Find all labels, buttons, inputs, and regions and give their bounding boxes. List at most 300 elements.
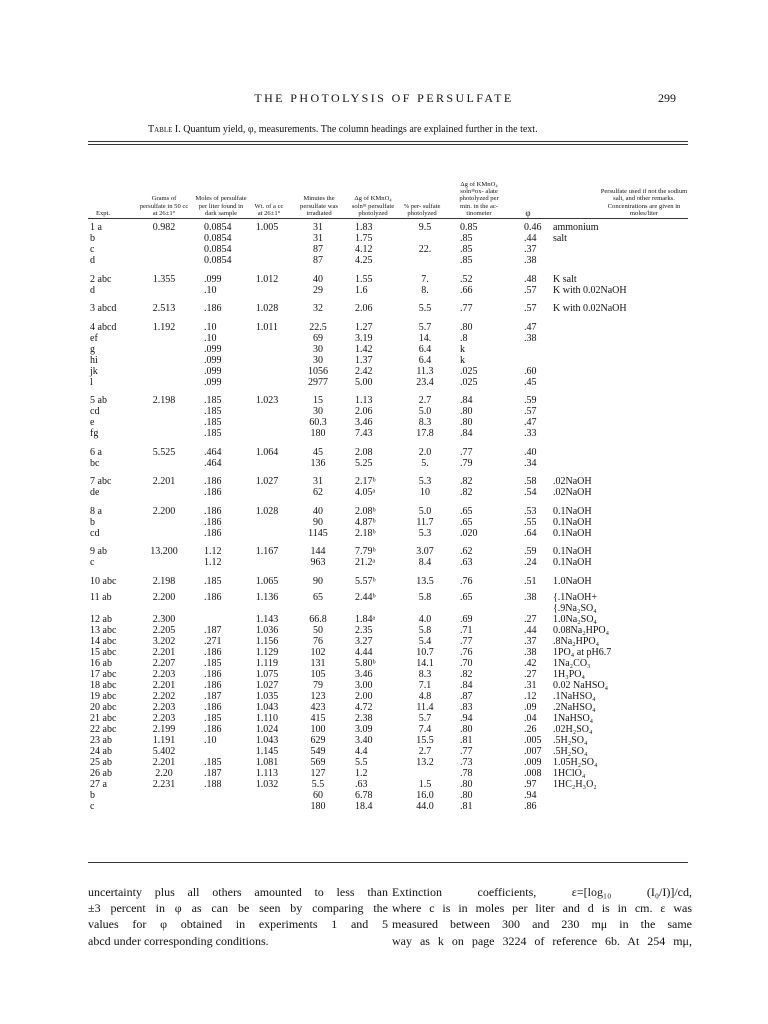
body-column-right xyxy=(392,884,692,949)
cell-moles: .186 xyxy=(204,679,222,691)
cell-weight: 1.136 xyxy=(255,591,279,603)
cell-moles: .099 xyxy=(204,273,222,285)
cell-moles: .099 xyxy=(204,365,222,377)
table-row xyxy=(0,746,768,757)
cell-minutes: 415 xyxy=(310,712,326,724)
cell-expt: 14 abc xyxy=(90,635,117,647)
cell-weight: 1.024 xyxy=(255,723,279,735)
cell-minutes: 180 xyxy=(310,428,326,439)
cell-expt: cd xyxy=(90,406,100,417)
cell-phi: .40 xyxy=(524,446,537,458)
cell-phi: .57 xyxy=(524,303,537,314)
cell-percent: 3.07 xyxy=(416,546,434,557)
cell-minutes: 15 xyxy=(313,395,323,406)
table-row xyxy=(0,713,768,724)
cell-percent: 10.7 xyxy=(416,646,434,658)
cell-delta-g: 5.5 xyxy=(355,756,368,768)
cell-phi: .38 xyxy=(524,332,537,344)
table-row xyxy=(0,625,768,636)
table-row xyxy=(0,768,768,779)
table-row xyxy=(0,691,768,702)
table-caption xyxy=(148,124,538,135)
cell-expt: c xyxy=(90,557,95,568)
cell-weight: 1.119 xyxy=(255,657,279,669)
table-row xyxy=(0,647,768,658)
cell-moles: .185 xyxy=(204,395,222,406)
cell-minutes: 31 xyxy=(313,222,323,233)
cell-kmno4-rate: 0.85 xyxy=(460,222,478,233)
cell-phi: .27 xyxy=(524,613,537,625)
cell-kmno4-rate: k xyxy=(460,354,465,366)
cell-moles: .464 xyxy=(204,446,222,458)
cell-grams: 1.191 xyxy=(152,734,176,746)
table-row xyxy=(0,377,768,388)
cell-remark: K salt xyxy=(553,273,577,285)
cell-phi: .44 xyxy=(524,624,537,636)
cell-kmno4-rate: .82 xyxy=(460,668,473,680)
cell-moles: .185 xyxy=(204,575,222,587)
cell-kmno4-rate: .81 xyxy=(460,800,473,812)
cell-remark: 1HClO₄ xyxy=(553,767,586,779)
cell-delta-g: 1.75 xyxy=(355,233,373,244)
cell-remark: {.1NaOH+ xyxy=(553,591,598,603)
cell-expt: 27 a xyxy=(90,778,107,790)
cell-percent: 17.8 xyxy=(416,428,434,439)
cell-expt: 21 abc xyxy=(90,712,117,724)
cell-phi: .009 xyxy=(524,756,542,768)
cell-kmno4-rate: .77 xyxy=(460,446,473,458)
cell-expt: 13 abc xyxy=(90,624,117,636)
cell-weight: 1.012 xyxy=(255,273,279,285)
cell-percent: 4.0 xyxy=(418,613,432,625)
cell-minutes: 90 xyxy=(313,575,323,587)
cell-grams: 2.198 xyxy=(152,395,176,406)
cell-grams: 2.201 xyxy=(152,679,176,691)
cell-minutes: 62 xyxy=(313,487,323,498)
cell-minutes: 629 xyxy=(310,734,326,746)
cell-phi: .58 xyxy=(524,476,537,487)
cell-minutes: 127 xyxy=(310,767,326,779)
cell-delta-g: 2.17ᵇ xyxy=(355,476,376,487)
cell-kmno4-rate: .82 xyxy=(460,476,473,487)
cell-remark: .5H₂SO₄ xyxy=(553,745,588,757)
header-delta-g: Δg of KMnO₄ soln≡ persulfate photolyzed xyxy=(351,195,395,217)
cell-grams: 2.300 xyxy=(152,613,176,625)
cell-moles: 0.0854 xyxy=(204,244,232,255)
cell-delta-g: 2.06 xyxy=(355,303,373,314)
cell-expt: l xyxy=(90,376,93,388)
table-row xyxy=(0,636,768,647)
cell-moles: .186 xyxy=(204,516,222,528)
body-line: values for φ obtained in experiments 1 and 5 xyxy=(88,917,388,932)
cell-kmno4-rate: .83 xyxy=(460,701,473,713)
table-row xyxy=(0,274,768,285)
cell-minutes: 963 xyxy=(310,557,326,568)
cell-minutes: 40 xyxy=(313,505,323,517)
cell-delta-g: 3.00 xyxy=(355,679,373,691)
cell-grams: 2.198 xyxy=(152,575,176,587)
table-row xyxy=(0,757,768,768)
cell-moles: .10 xyxy=(204,734,217,746)
cell-remark: .1NaHSO₄ xyxy=(553,690,596,702)
cell-minutes: 69 xyxy=(313,332,323,344)
cell-kmno4-rate: .77 xyxy=(460,635,473,647)
cell-expt: 2 abc xyxy=(90,273,112,285)
cell-grams: 2.203 xyxy=(152,701,176,713)
cell-remark: .2NaHSO₄ xyxy=(553,701,596,713)
table-row xyxy=(0,255,768,266)
cell-expt: 17 abc xyxy=(90,668,117,680)
cell-minutes: 136 xyxy=(310,457,326,469)
cell-expt: 5 ab xyxy=(90,395,107,406)
cell-expt: 26 ab xyxy=(90,767,112,779)
cell-grams: 2.205 xyxy=(152,624,176,636)
table-row xyxy=(0,428,768,439)
cell-percent: 7.4 xyxy=(418,723,432,735)
cell-percent: 15.5 xyxy=(416,734,434,746)
cell-phi: .34 xyxy=(524,457,537,469)
header-minutes: Minutes the persulfate was irradiated xyxy=(300,195,338,217)
table-row xyxy=(0,735,768,746)
cell-delta-g: 1.2 xyxy=(355,767,368,779)
header-percent: % per- sulfate photolyzed xyxy=(403,202,441,217)
cell-percent: 13.2 xyxy=(416,756,434,768)
cell-phi: 0.46 xyxy=(524,222,542,233)
cell-percent: 2.7 xyxy=(418,395,432,406)
table-row xyxy=(0,614,768,625)
cell-remark: 0.1NaOH xyxy=(553,546,592,557)
cell-moles: .10 xyxy=(204,321,217,333)
cell-kmno4-rate: .80 xyxy=(460,723,473,735)
cell-percent: 13.5 xyxy=(416,575,434,587)
cell-expt: 6 a xyxy=(90,446,102,458)
cell-minutes: 123 xyxy=(310,690,326,702)
cell-expt: de xyxy=(90,487,100,498)
cell-delta-g: 1.42 xyxy=(355,343,373,355)
cell-weight: 1.027 xyxy=(255,679,279,691)
table-row xyxy=(0,233,768,244)
cell-percent: 14.1 xyxy=(416,657,434,669)
cell-minutes: 1056 xyxy=(308,365,328,377)
cell-percent: 5. xyxy=(421,457,429,469)
cell-weight: 1.035 xyxy=(255,690,279,702)
cell-grams: 2.513 xyxy=(152,303,176,314)
cell-expt: c xyxy=(90,244,95,255)
cell-minutes: 30 xyxy=(313,406,323,417)
cell-kmno4-rate: .71 xyxy=(460,624,473,636)
cell-phi: .59 xyxy=(524,395,537,406)
cell-moles: .185 xyxy=(204,712,222,724)
cell-percent: 7.1 xyxy=(418,679,432,691)
cell-delta-g: 1.55 xyxy=(355,273,373,285)
table-row xyxy=(0,355,768,366)
cell-kmno4-rate: .63 xyxy=(460,557,473,568)
cell-minutes: 32 xyxy=(313,303,323,314)
cell-remark: {.9Na₂SO₄ xyxy=(553,602,597,614)
header-kmno4-rate: Δg of KMnO₄ soln≡ox- alate photolyzed per min. in the ac- tinometer xyxy=(459,180,499,217)
cell-grams: 2.201 xyxy=(152,646,176,658)
cell-expt: g xyxy=(90,343,95,355)
cell-kmno4-rate: .66 xyxy=(460,284,473,296)
cell-minutes: 549 xyxy=(310,745,326,757)
cell-weight: 1.028 xyxy=(255,505,279,517)
header-moles: Moles of persulfate per liter found in dark sample xyxy=(195,195,247,217)
body-column-left xyxy=(88,884,388,949)
cell-percent: 8.3 xyxy=(418,668,432,680)
cell-phi: .007 xyxy=(524,745,542,757)
cell-delta-g: 3.27 xyxy=(355,635,373,647)
body-line: measured between 300 and 230 mμ in the same xyxy=(392,917,692,932)
cell-delta-g: 1.84ᵃ xyxy=(355,613,376,625)
table-row xyxy=(0,546,768,557)
cell-kmno4-rate: .85 xyxy=(460,255,473,266)
header-grams: Grams of persulfate in 50 cc at 26±1° xyxy=(139,195,189,217)
cell-moles: .185 xyxy=(204,417,222,428)
cell-phi: .27 xyxy=(524,668,537,680)
cell-percent: 5.0 xyxy=(418,505,432,517)
cell-remark: 1NaHSO₄ xyxy=(553,712,594,724)
cell-weight: 1.011 xyxy=(255,321,279,333)
cell-remark: .02NaOH xyxy=(553,487,592,498)
cell-weight: 1.043 xyxy=(255,701,279,713)
cell-grams: 5.402 xyxy=(152,745,176,757)
cell-grams: 2.200 xyxy=(152,591,176,603)
cell-percent: 5.3 xyxy=(418,527,432,539)
cell-grams: 2.203 xyxy=(152,712,176,724)
cell-percent: 1.5 xyxy=(418,778,432,790)
cell-phi: .86 xyxy=(524,800,537,812)
table-row xyxy=(0,322,768,333)
body-line: way as k on page 3224 of reference 6b. At 254 mμ, xyxy=(392,933,692,948)
cell-expt: 7 abc xyxy=(90,476,112,487)
cell-phi: .33 xyxy=(524,428,537,439)
cell-delta-g: 1.37 xyxy=(355,354,373,366)
body-line: uncertainty plus all others amounted to less than xyxy=(88,885,388,899)
cell-expt: 23 ab xyxy=(90,734,112,746)
cell-remark: 0.1NaOH xyxy=(553,516,592,528)
cell-delta-g: 7.79ᵇ xyxy=(355,546,376,557)
table-row xyxy=(0,576,768,587)
running-title: THE PHOTOLYSIS OF PERSULFATE xyxy=(254,91,514,105)
cell-percent: 5.8 xyxy=(418,624,432,636)
cell-grams: 2.201 xyxy=(152,476,176,487)
cell-delta-g: 3.46 xyxy=(355,668,373,680)
cell-expt: 10 abc xyxy=(90,575,117,587)
cell-minutes: 102 xyxy=(310,646,326,658)
cell-phi: .31 xyxy=(524,679,537,691)
cell-percent: 9.5 xyxy=(418,222,432,233)
header-expt: Expt. xyxy=(95,209,111,217)
header-remarks: Persulfate used if not the sodium salt, and other remarks. Concentrations are given in moles/liter xyxy=(600,188,688,217)
cell-moles: .186 xyxy=(204,591,222,603)
cell-minutes: 144 xyxy=(310,546,326,557)
cell-remark: salt xyxy=(553,233,567,244)
cell-delta-g: 4.05ᵃ xyxy=(355,487,376,498)
table-row xyxy=(0,506,768,517)
cell-delta-g: 4.72 xyxy=(355,701,373,713)
cell-percent: 6.4 xyxy=(418,343,432,355)
cell-remark: 0.1NaOH xyxy=(553,505,592,517)
cell-phi: .94 xyxy=(524,789,537,801)
cell-phi: .97 xyxy=(524,778,537,790)
cell-remark: K with 0.02NaOH xyxy=(553,303,627,314)
cell-percent: 5.4 xyxy=(418,635,432,647)
table-row xyxy=(0,406,768,417)
cell-remark: 0.1NaOH xyxy=(553,527,592,539)
cell-weight: 1.032 xyxy=(255,778,279,790)
cell-moles: .185 xyxy=(204,406,222,417)
cell-moles: .099 xyxy=(204,343,222,355)
cell-expt: 19 abc xyxy=(90,690,117,702)
cell-weight: 1.028 xyxy=(255,303,279,314)
cell-remark: .02NaOH xyxy=(553,476,592,487)
cell-kmno4-rate: .70 xyxy=(460,657,473,669)
cell-delta-g: 5.80ᵇ xyxy=(355,657,376,669)
cell-delta-g: 5.57ᵇ xyxy=(355,575,376,587)
table-row xyxy=(0,303,768,314)
table-bottom-rule xyxy=(88,862,688,863)
cell-percent: 10 xyxy=(420,487,430,498)
cell-delta-g: 2.00 xyxy=(355,690,373,702)
cell-moles: .186 xyxy=(204,701,222,713)
cell-weight: 1.113 xyxy=(255,767,279,779)
cell-kmno4-rate: .87 xyxy=(460,690,473,702)
cell-kmno4-rate: .80 xyxy=(460,406,473,417)
cell-remark: ammonium xyxy=(553,222,599,233)
cell-delta-g: 4.87ᵇ xyxy=(355,516,376,528)
cell-moles: 0.0854 xyxy=(204,222,232,233)
cell-kmno4-rate: .025 xyxy=(460,376,478,388)
cell-kmno4-rate: .84 xyxy=(460,679,473,691)
cell-weight: 1.036 xyxy=(255,624,279,636)
cell-phi: .47 xyxy=(524,417,537,428)
cell-minutes: 40 xyxy=(313,273,323,285)
cell-phi: .04 xyxy=(524,712,537,724)
cell-weight: 1.064 xyxy=(255,446,279,458)
cell-kmno4-rate: .82 xyxy=(460,487,473,498)
cell-grams: 2.203 xyxy=(152,668,176,680)
cell-expt: fg xyxy=(90,428,99,439)
cell-percent: 2.7 xyxy=(418,745,432,757)
cell-minutes: 100 xyxy=(310,723,326,735)
cell-weight: 1.156 xyxy=(255,635,279,647)
cell-kmno4-rate: .65 xyxy=(460,516,473,528)
table-row xyxy=(0,658,768,669)
cell-minutes: 60 xyxy=(313,789,323,801)
cell-phi: .55 xyxy=(524,516,537,528)
cell-grams: 2.199 xyxy=(152,723,176,735)
cell-minutes: 1145 xyxy=(308,527,328,539)
table-row xyxy=(0,528,768,539)
cell-remark: 1PO₄ at pH6.7 xyxy=(553,646,612,658)
cell-grams: 2.200 xyxy=(152,505,176,517)
cell-percent: 22. xyxy=(418,244,432,255)
header-bottom-rule xyxy=(88,218,688,219)
cell-weight: 1.005 xyxy=(255,222,279,233)
cell-kmno4-rate: .020 xyxy=(460,527,478,539)
cell-expt: ef xyxy=(90,332,98,344)
cell-kmno4-rate: .025 xyxy=(460,365,478,377)
cell-expt: 15 abc xyxy=(90,646,117,658)
cell-delta-g: 3.09 xyxy=(355,723,373,735)
cell-percent: 5.7 xyxy=(418,712,432,724)
cell-expt: hi xyxy=(90,354,98,366)
cell-phi: .26 xyxy=(524,723,537,735)
cell-percent: 23.4 xyxy=(416,376,434,388)
cell-phi: .38 xyxy=(524,646,537,658)
cell-kmno4-rate: .81 xyxy=(460,734,473,746)
cell-percent: 5.7 xyxy=(418,321,432,333)
cell-delta-g: .63 xyxy=(355,778,368,790)
cell-moles: .185 xyxy=(204,756,222,768)
cell-moles: .186 xyxy=(204,646,222,658)
cell-delta-g: 6.78 xyxy=(355,789,373,801)
cell-grams: 0.982 xyxy=(152,222,176,233)
cell-phi: .57 xyxy=(524,406,537,417)
running-head xyxy=(0,91,768,107)
cell-minutes: 31 xyxy=(313,233,323,244)
cell-minutes: 79 xyxy=(313,679,323,691)
cell-phi: .60 xyxy=(524,365,537,377)
cell-grams: 2.202 xyxy=(152,690,176,702)
cell-kmno4-rate: .52 xyxy=(460,273,473,285)
cell-delta-g: 18.4 xyxy=(355,800,373,812)
cell-kmno4-rate: .84 xyxy=(460,395,473,406)
table-row xyxy=(0,447,768,458)
table-row xyxy=(0,801,768,812)
cell-moles: .186 xyxy=(204,303,222,314)
cell-remark: K with 0.02NaOH xyxy=(553,284,627,296)
cell-percent: 11.7 xyxy=(416,516,434,528)
table-row xyxy=(0,417,768,428)
cell-moles: .186 xyxy=(204,527,222,539)
cell-delta-g: 2.06 xyxy=(355,406,373,417)
cell-kmno4-rate: .80 xyxy=(460,417,473,428)
cell-kmno4-rate: .65 xyxy=(460,505,473,517)
cell-delta-g: 1.27 xyxy=(355,321,373,333)
cell-percent: 11.4 xyxy=(416,701,434,713)
cell-weight: 1.075 xyxy=(255,668,279,680)
table-row xyxy=(0,366,768,377)
cell-minutes: 569 xyxy=(310,756,326,768)
cell-kmno4-rate: .79 xyxy=(460,457,473,469)
cell-delta-g: 2.08 xyxy=(355,446,373,458)
cell-expt: 22 abc xyxy=(90,723,117,735)
cell-delta-g: 21.2ᵃ xyxy=(355,557,376,568)
cell-minutes: 2977 xyxy=(308,376,328,388)
cell-delta-g: 4.12 xyxy=(355,244,373,255)
cell-phi: .59 xyxy=(524,546,537,557)
body-line: Extinction coefficients, ε=[log₁₀ (I₀/I)]/cd, xyxy=(392,885,692,899)
cell-kmno4-rate: .80 xyxy=(460,789,473,801)
cell-delta-g: 1.83 xyxy=(355,222,373,233)
cell-phi: .24 xyxy=(524,557,537,568)
cell-kmno4-rate: .94 xyxy=(460,712,473,724)
table-label: Table I. xyxy=(148,124,181,135)
cell-grams: 5.525 xyxy=(152,446,176,458)
cell-expt: 4 abcd xyxy=(90,321,117,333)
cell-remark: .8Na₂HPO₄ xyxy=(553,635,600,647)
cell-kmno4-rate: .8 xyxy=(460,332,468,344)
cell-minutes: 87 xyxy=(313,255,323,266)
cell-delta-g: 3.40 xyxy=(355,734,373,746)
cell-minutes: 60.3 xyxy=(309,417,327,428)
cell-moles: .185 xyxy=(204,428,222,439)
cell-percent: 8.3 xyxy=(418,417,432,428)
cell-weight: 1.081 xyxy=(255,756,279,768)
cell-percent: 11.3 xyxy=(416,365,434,377)
cell-expt: 9 ab xyxy=(90,546,107,557)
